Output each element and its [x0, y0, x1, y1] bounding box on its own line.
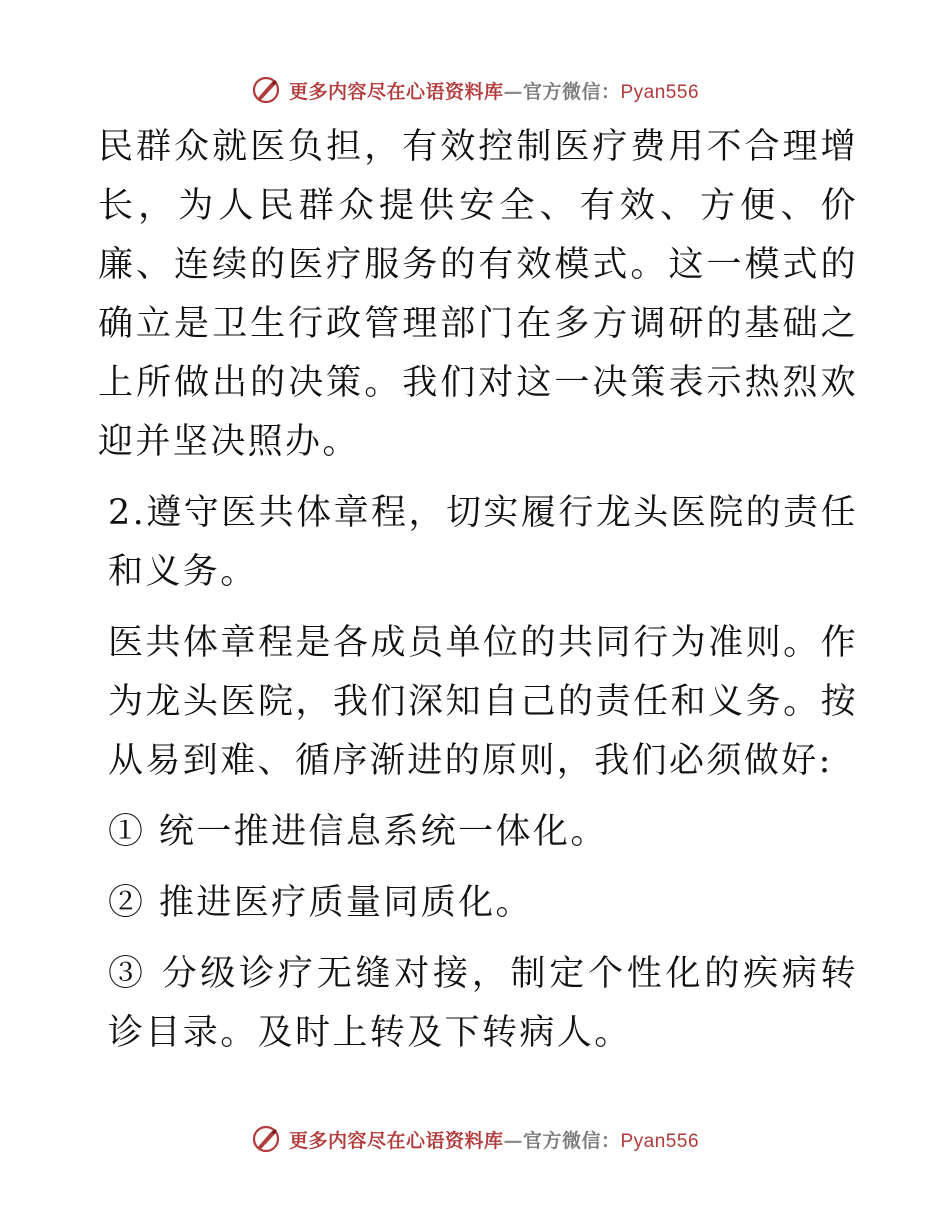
- header-watermark: [0, 70, 950, 110]
- body-text: [98, 118, 858, 1063]
- watermark-dash: —: [503, 1129, 523, 1152]
- watermark-official-label: 官方微信：: [522, 80, 621, 103]
- watermark-wechat-id: Pyan556: [620, 81, 700, 103]
- paragraph-heading-2: 2.遵守医共体章程，切实履行龙头医院的责任和义务。: [108, 493, 858, 592]
- pen-logo-icon: [251, 75, 281, 105]
- watermark-text: [289, 1126, 699, 1153]
- watermark-dash: —: [503, 80, 523, 103]
- pen-logo-icon: [251, 1124, 281, 1154]
- list-item-2: ② 推进医疗质量同质化。: [108, 883, 533, 923]
- watermark-official-label: 官方微信：: [522, 1129, 621, 1152]
- watermark-brand: 更多内容尽在心语资料库: [288, 1129, 504, 1152]
- watermark-text: [289, 77, 699, 104]
- list-item-1: ① 统一推进信息系统一体化。: [108, 812, 608, 852]
- watermark-brand: 更多内容尽在心语资料库: [288, 80, 504, 103]
- list-item-3: ③ 分级诊疗无缝对接，制定个性化的疾病转诊目录。及时上转及下转病人。: [108, 954, 858, 1053]
- footer-watermark: [0, 1119, 950, 1159]
- watermark-wechat-id: Pyan556: [620, 1130, 700, 1152]
- paragraph-charter: 医共体章程是各成员单位的共同行为准则。作为龙头医院，我们深知自己的责任和义务。按从易到难、循序渐进的原则，我们必须做好:: [108, 623, 858, 781]
- paragraph-continuation: 民群众就医负担，有效控制医疗费用不合理增长，为人民群众提供安全、有效、方便、价廉、连续的医疗服务的有效模式。这一模式的确立是卫生行政管理部门在多方调研的基础之上所做出的决策。我们对这一决策表示热烈欢迎并坚决照办。: [98, 127, 858, 462]
